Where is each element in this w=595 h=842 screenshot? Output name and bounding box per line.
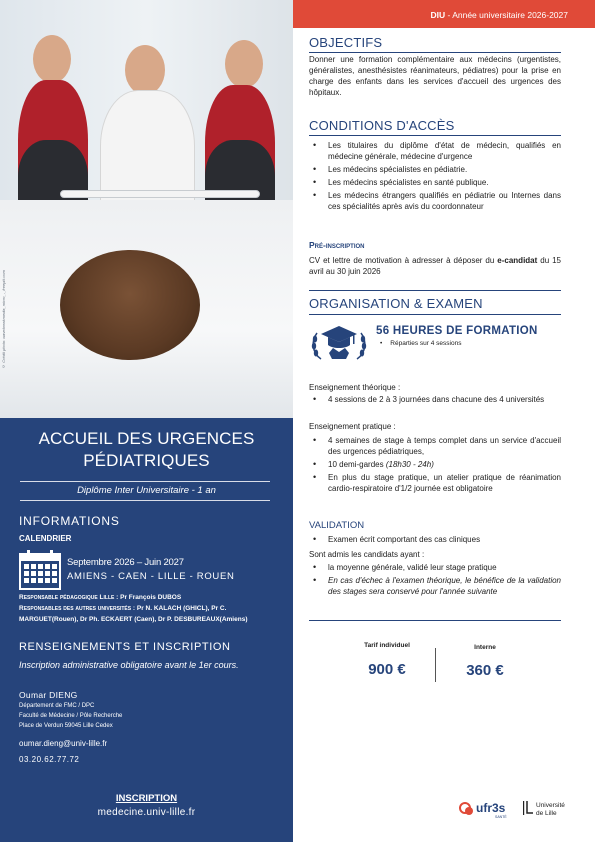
divider (309, 52, 561, 53)
header-bar (293, 0, 595, 28)
admis-label: Sont admis les candidats ayant : (309, 550, 425, 559)
conditions-heading: CONDITIONS D'ACCÈS (309, 118, 455, 133)
graduation-cap-icon (309, 323, 369, 363)
contact-address: Place de Verdun 59045 Lille Cedex (19, 723, 113, 729)
pratique-list (309, 435, 561, 496)
renseignements-heading: RENSEIGNEMENTS ET INSCRIPTION (19, 641, 231, 653)
left-info-panel (0, 418, 293, 842)
calendar-icon (19, 550, 61, 590)
resp-lille-label: Responsable pédagogique Lille : (19, 594, 119, 601)
list-item: • 4 semaines de stage à temps complet dans un service d'accueil des urgences pédiatriques, (309, 435, 561, 457)
section-objectifs (309, 35, 561, 50)
divider (309, 314, 561, 315)
hours-count: 56 HEURES DE FORMATION (376, 325, 538, 337)
admis-list (309, 562, 561, 599)
inscription-heading: INSCRIPTION (115, 793, 178, 804)
diploma-type: Diplôme Inter Universitaire - 1 an (77, 485, 216, 496)
divider (309, 620, 561, 621)
contact-faculty: Faculté de Médecine / Pôle Recherche (19, 713, 123, 719)
list-item: • Les titulaires du diplôme d'état de médecin, qualifiés en médecine générale, médecine d'urgence (309, 140, 561, 162)
list-item: • la moyenne générale, validé leur stage pratique (309, 562, 561, 573)
pratique-label: Enseignement pratique : (309, 422, 396, 431)
ecandidat-link[interactable]: e-candidat (497, 256, 538, 265)
list-item: • En cas d'échec à l'examen théorique, le bénéfice de la validation des stages sera conservé pour l'année suivante (309, 575, 561, 597)
course-title: ACCUEIL DES URGENCES PÉDIATRIQUES (38, 429, 255, 470)
list-item: • Examen écrit comportant des cas cliniques (309, 534, 561, 545)
ufr3s-mark-icon (459, 799, 519, 819)
divider (309, 290, 561, 291)
resp-autres-value: Pr N. KALACH (GHICL), Pr C. MARGUET(Rouen), Dr Ph. ECKAERT (Caen), Dr P. DESBUREAUX(Amiens) (19, 605, 248, 623)
preinscription-heading: Pré-inscription (309, 240, 365, 250)
tarif-individuel-label: Tarif individuel (364, 642, 410, 649)
hero-photo (0, 0, 293, 418)
calendar-dates: Septembre 2026 – Juin 2027 (67, 557, 184, 568)
calendar-cities: AMIENS - CAEN - LILLE - ROUEN (67, 571, 235, 582)
universite-lille-mark-icon (522, 799, 572, 819)
list-item: • 4 sessions de 2 à 3 journées dans chacune des 4 universités (309, 394, 561, 405)
hours-sessions: • Réparties sur 4 sessions (376, 340, 461, 347)
ufr-logo-text: ufr3s (476, 801, 506, 815)
ul-logo-line2: de Lille (536, 810, 557, 817)
resp-lille-value: Pr François DUBOS (118, 594, 182, 601)
list-item: • Les médecins spécialistes en santé publique. (309, 177, 561, 188)
resp-autres-label: Responsables des autres universités : (19, 605, 136, 612)
list-item: • Les médecins spécialistes en pédiatrie. (309, 164, 561, 175)
validation-list (309, 534, 561, 547)
list-item: • Les médecins étrangers qualifiés en pédiatrie ou Internes dans ces spécialités après avis du coordonnateur (309, 190, 561, 212)
section-conditions (309, 118, 561, 133)
tarif-individuel-value: 900 € (368, 661, 406, 678)
divider (20, 500, 270, 501)
ufr3s-logo (459, 799, 519, 824)
tarif-interne-label: Interne (474, 644, 496, 651)
contact-dept: Département de FMC / DPC (19, 703, 95, 709)
theorique-list (309, 394, 561, 407)
objectifs-heading: OBJECTIFS (309, 35, 383, 50)
list-item: • En plus du stage pratique, un atelier pratique de réanimation cardio-respiratoire d'1/2 journée est obligatoire (309, 472, 561, 494)
conditions-list (309, 140, 561, 214)
divider (309, 135, 561, 136)
validation-heading: VALIDATION (309, 520, 365, 531)
theorique-label: Enseignement théorique : (309, 383, 401, 392)
ul-logo-line1: Université (536, 802, 565, 809)
objectifs-text: Donner une formation complémentaire aux médecins (urgentistes, généralistes, anesthésistes réanimateurs, pédiatres) pour la prise en charge des enfants dans les services d'accueil des urgences des hôpitaux. (309, 55, 561, 97)
list-item: • 10 demi-gardes (18h30 - 24h) (309, 459, 561, 470)
inscription-note: Inscription administrative obligatoire avant le 1er cours. (19, 660, 239, 670)
academic-year: - Année universitaire 2026-2027 (445, 10, 568, 20)
calendrier-heading: CALENDRIER (19, 534, 72, 543)
section-organisation (309, 296, 561, 311)
informations-heading: INFORMATIONS (19, 514, 120, 528)
contact-phone[interactable]: 03.20.62.77.72 (19, 755, 80, 764)
diu-label: DIU (430, 10, 446, 20)
universite-lille-logo (522, 799, 572, 824)
tarif-interne-value: 360 € (466, 662, 504, 679)
contact-name: Oumar DIENG (19, 690, 78, 700)
inscription-link[interactable]: medecine.univ-lille.fr (97, 807, 196, 818)
photo-credit: © Crédit photo: wavebreakmedia_micro_-_freepik.com (1, 270, 6, 369)
ufr-logo-sub: SANTÉ (495, 815, 507, 819)
preinscription-text: CV et lettre de motivation à adresser à déposer du e-candidat du 15 avril au 30 juin 2026 (309, 256, 561, 276)
organisation-heading: ORGANISATION & EXAMEN (309, 296, 483, 311)
divider (20, 481, 270, 482)
responsables (19, 592, 274, 625)
contact-email-link[interactable]: oumar.dieng@univ-lille.fr (19, 739, 108, 748)
